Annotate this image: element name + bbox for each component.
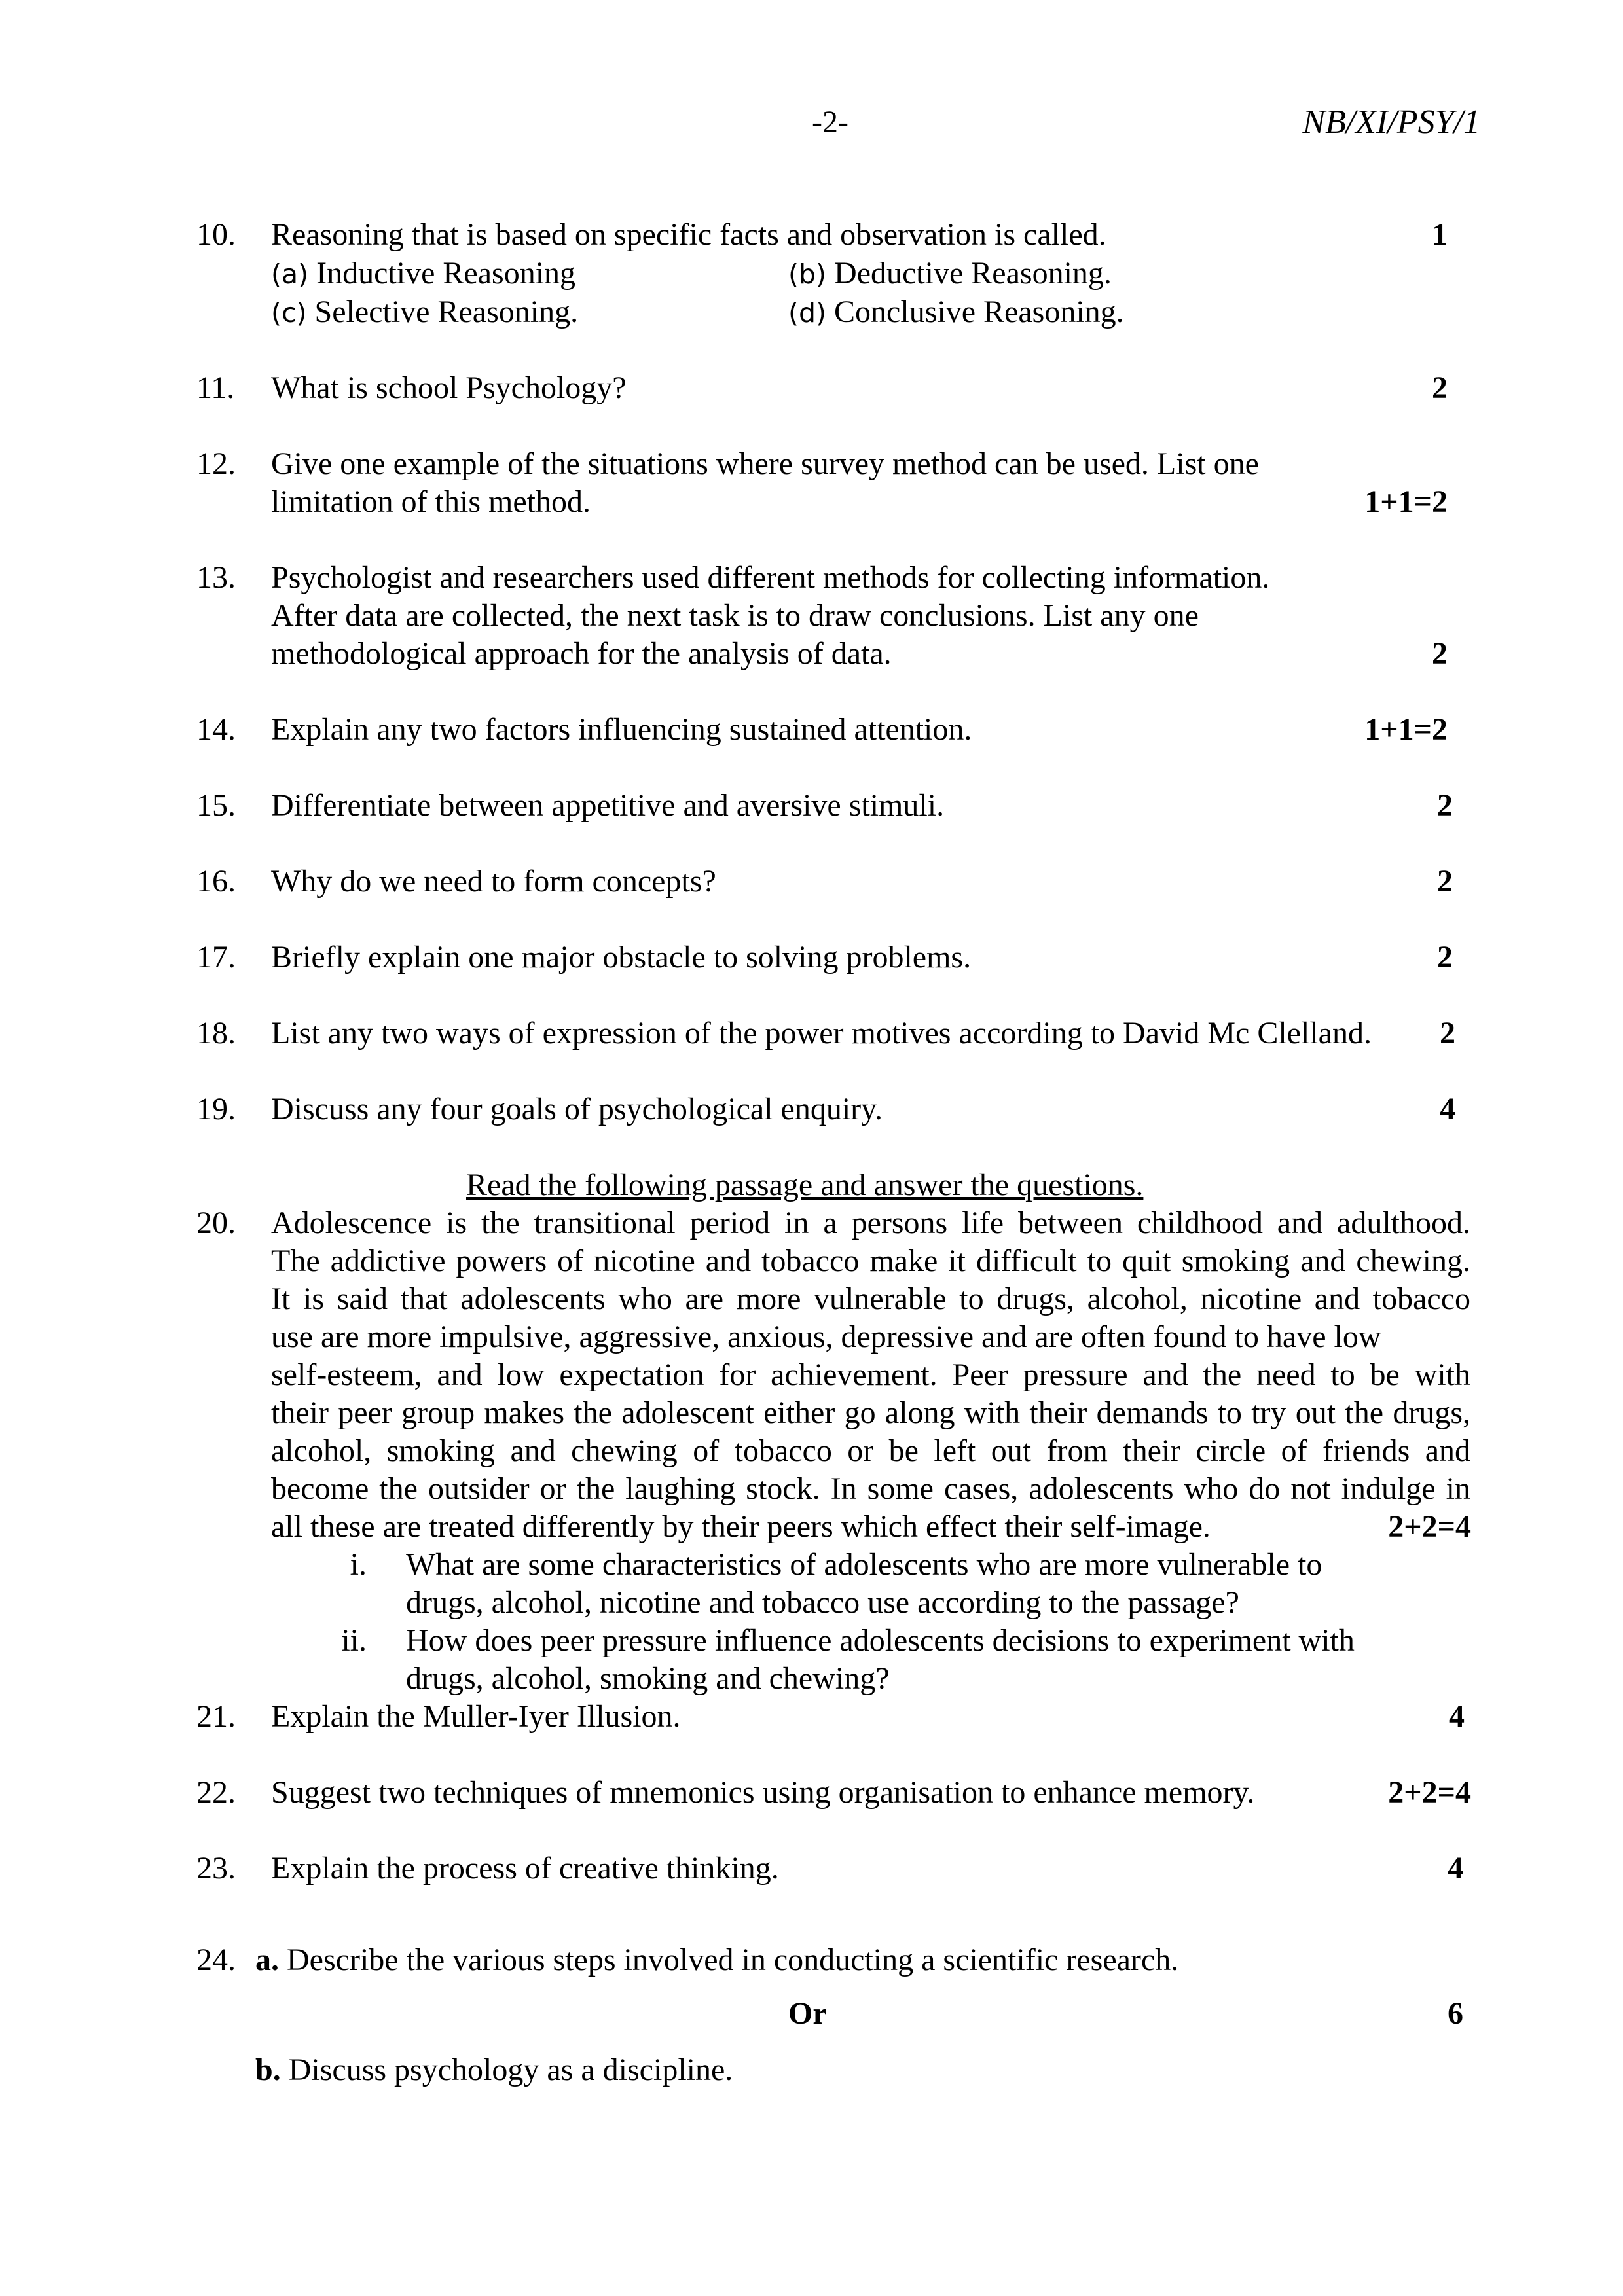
passage-line: The addictive powers of nicotine and tobacco make it difficult to quit smoking and chewing. <box>271 1244 1470 1278</box>
paper-code: NB/XI/PSY/1 <box>1302 103 1480 141</box>
passage-heading: Read the following passage and answer the questions. <box>466 1168 1144 1202</box>
passage-line: self-esteem, and low expectation for achievement. Peer pressure and the need to be with <box>271 1357 1470 1392</box>
passage-line: alcohol, smoking and chewing of tobacco or be left out from their circle of friends and <box>271 1433 1470 1468</box>
question-marks: 1+1=2 <box>1364 484 1448 519</box>
question-number: 24. <box>196 1943 236 1977</box>
question-text: Explain the process of creative thinking. <box>271 1851 779 1886</box>
question-text: Explain any two factors influencing sustained attention. <box>271 712 972 747</box>
part-a-text: Describe the various steps involved in conducting a scientific research. <box>287 1943 1179 1977</box>
question-marks: 4 <box>1440 1092 1455 1126</box>
passage-line: Adolescence is the transitional period in a persons life between childhood and adulthood. <box>271 1206 1470 1240</box>
question-number: 17. <box>196 940 236 975</box>
option-label: (b) <box>788 259 827 290</box>
passage-line: become the outsider or the laughing stock. In some cases, adolescents who do not indulge in <box>271 1471 1470 1506</box>
passage-text <box>271 1204 1470 1546</box>
passage-line: It is said that adolescents who are more vulnerable to drugs, alcohol, nicotine and tobacco <box>271 1282 1470 1316</box>
question-marks: 1 <box>1432 217 1448 252</box>
question-text: Explain the Muller-Iyer Illusion. <box>271 1699 681 1734</box>
question-number: 15. <box>196 788 236 823</box>
part-a <box>255 1941 1178 1979</box>
question-text: Suggest two techniques of mnemonics using organisation to enhance memory. <box>271 1775 1255 1810</box>
question-text-line: methodological approach for the analysis of data. <box>271 636 892 671</box>
question-number: 11. <box>196 370 235 405</box>
or-label: Or <box>788 1996 827 2031</box>
question-marks: 2 <box>1440 1016 1455 1050</box>
question-text-line: Psychologist and researchers used different methods for collecting information. <box>271 560 1270 595</box>
option-a <box>271 255 575 293</box>
subquestion-text-line: What are some characteristics of adolescents who are more vulnerable to <box>406 1547 1322 1582</box>
option-label: (c) <box>271 297 307 329</box>
question-text-line: After data are collected, the next task is to draw conclusions. List any one <box>271 598 1199 633</box>
subquestion-text-line: drugs, alcohol, smoking and chewing? <box>406 1661 890 1696</box>
question-marks: 4 <box>1449 1699 1465 1734</box>
subquestion-text-line: drugs, alcohol, nicotine and tobacco use according to the passage? <box>406 1585 1239 1620</box>
part-b <box>255 2051 733 2089</box>
option-b <box>788 255 1112 293</box>
option-text: Inductive Reasoning <box>316 256 576 291</box>
question-text: What is school Psychology? <box>271 370 627 405</box>
question-number: 21. <box>196 1699 236 1734</box>
question-marks: 4 <box>1448 1851 1463 1886</box>
question-marks: 2+2=4 <box>1388 1509 1471 1544</box>
question-text: Discuss any four goals of psychological enquiry. <box>271 1092 883 1126</box>
part-a-label: a. <box>255 1943 279 1977</box>
question-marks: 2 <box>1432 636 1448 671</box>
option-label: (d) <box>788 297 827 329</box>
question-number: 14. <box>196 712 236 747</box>
option-text: Deductive Reasoning. <box>834 256 1112 291</box>
option-label: (a) <box>271 259 309 290</box>
page-number: -2- <box>812 105 848 139</box>
subquestion-number: ii. <box>341 1623 367 1658</box>
question-marks: 1+1=2 <box>1364 712 1448 747</box>
question-number: 23. <box>196 1851 236 1886</box>
option-c <box>271 293 578 332</box>
question-text: Why do we need to form concepts? <box>271 864 716 899</box>
question-number: 16. <box>196 864 236 899</box>
part-b-label: b. <box>255 2053 281 2087</box>
question-number: 10. <box>196 217 236 252</box>
question-number: 22. <box>196 1775 236 1810</box>
question-marks: 2+2=4 <box>1388 1775 1471 1810</box>
question-text: Differentiate between appetitive and aversive stimuli. <box>271 788 945 823</box>
question-marks: 2 <box>1437 864 1453 899</box>
question-text-line: limitation of this method. <box>271 484 591 519</box>
question-number: 18. <box>196 1016 236 1050</box>
question-number: 12. <box>196 446 236 481</box>
question-marks: 2 <box>1437 788 1453 823</box>
passage-line: use are more impulsive, aggressive, anxious, depressive and are often found to have low <box>271 1319 1381 1354</box>
question-text-line: Give one example of the situations where survey method can be used. List one <box>271 446 1259 481</box>
question-number: 19. <box>196 1092 236 1126</box>
question-marks: 2 <box>1432 370 1448 405</box>
question-text: Reasoning that is based on specific facts and observation is called. <box>271 217 1106 252</box>
option-d <box>788 293 1124 332</box>
question-text: List any two ways of expression of the power motives according to David Mc Clelland. <box>271 1016 1372 1050</box>
option-text: Selective Reasoning. <box>314 295 579 329</box>
part-b-text: Discuss psychology as a discipline. <box>288 2053 733 2087</box>
question-number: 13. <box>196 560 236 595</box>
passage-line: their peer group makes the adolescent either go along with their demands to try out the drugs, <box>271 1395 1470 1430</box>
option-text: Conclusive Reasoning. <box>834 295 1124 329</box>
passage-line: all these are treated differently by their peers which effect their self-image. <box>271 1509 1211 1544</box>
question-text: Briefly explain one major obstacle to solving problems. <box>271 940 972 975</box>
subquestion-text-line: How does peer pressure influence adolescents decisions to experiment with <box>406 1623 1355 1658</box>
question-number: 20. <box>196 1206 236 1240</box>
question-marks: 6 <box>1448 1996 1463 2031</box>
question-marks: 2 <box>1437 940 1453 975</box>
subquestion-number: i. <box>350 1547 367 1582</box>
